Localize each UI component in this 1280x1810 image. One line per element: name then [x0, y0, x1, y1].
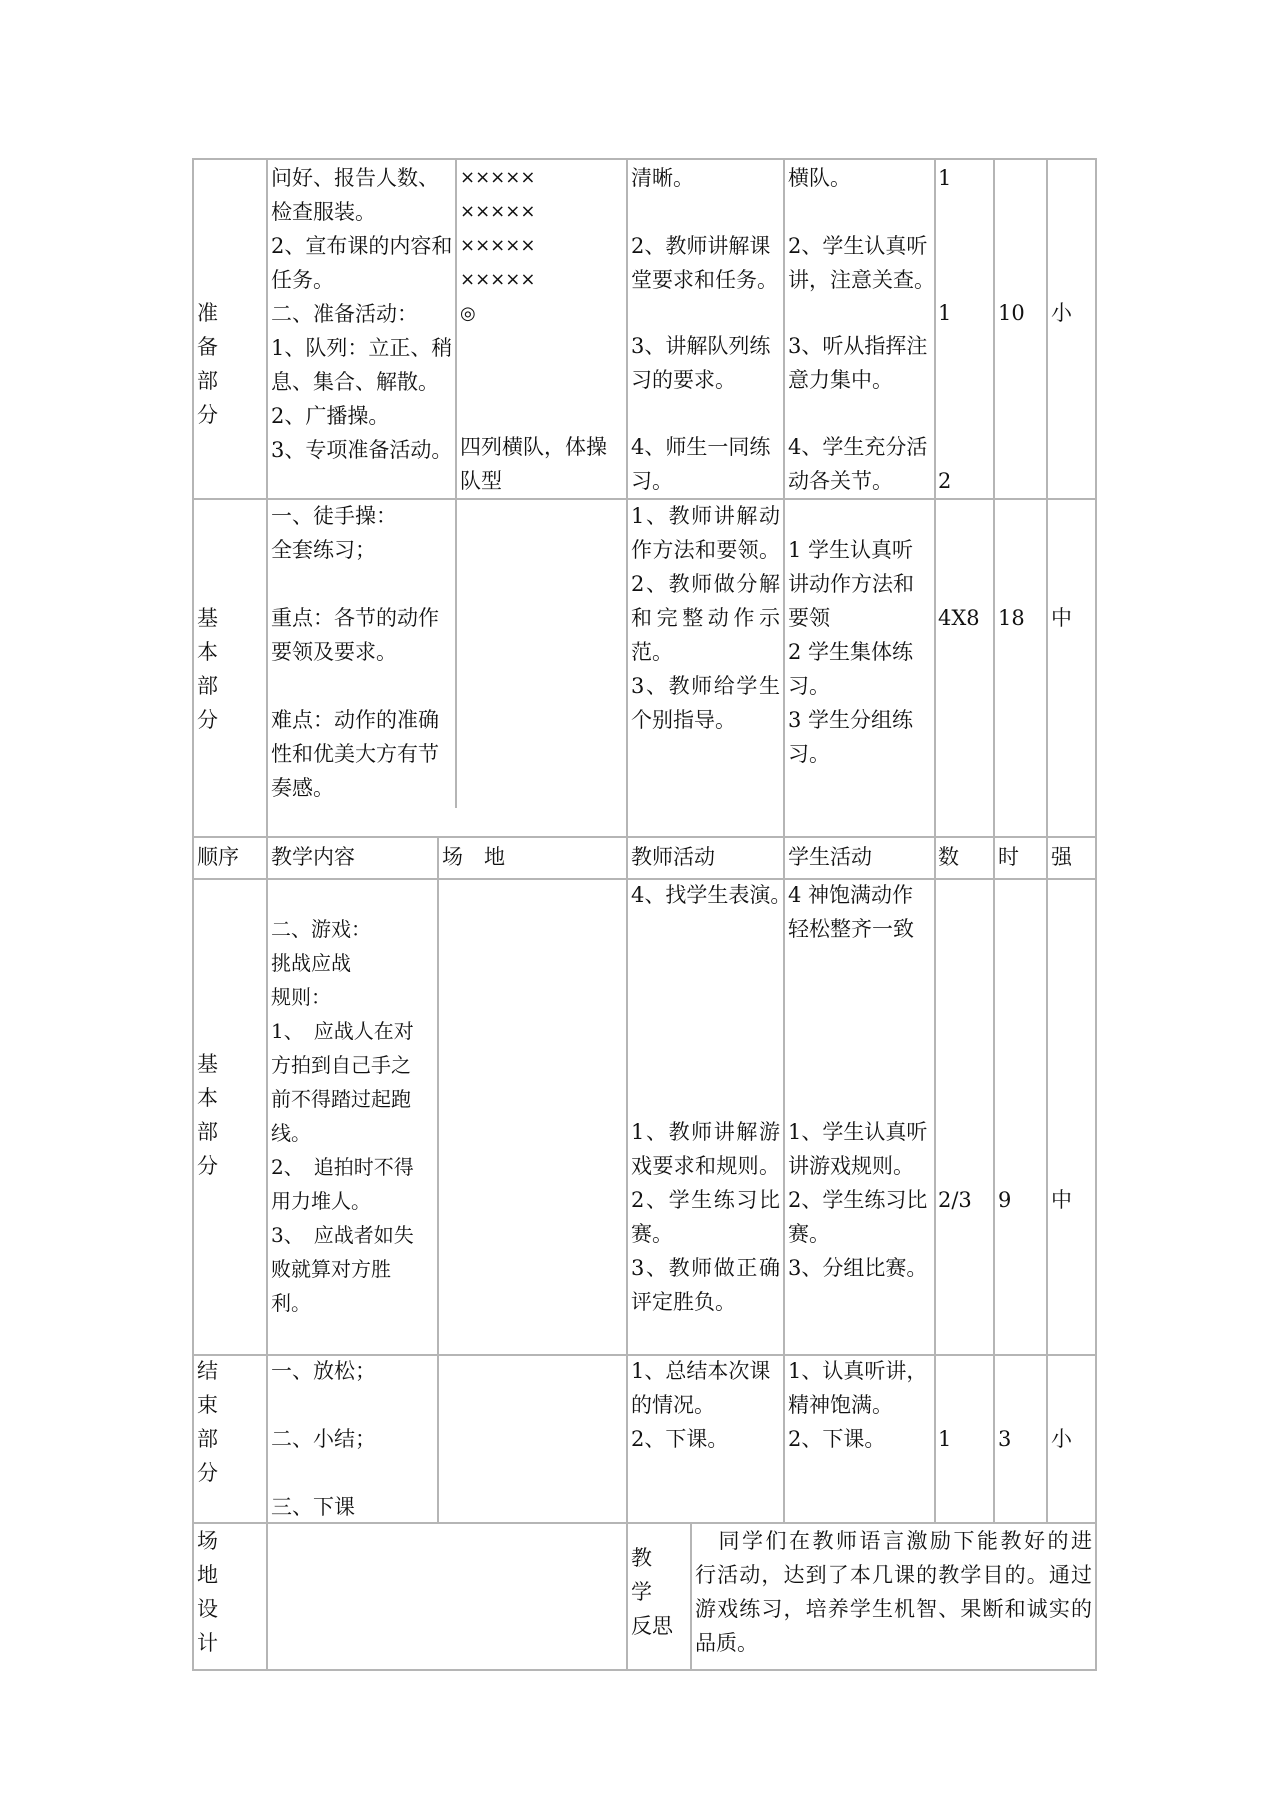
prep-content: 问好、报告人数、 检查服装。 2、宣布课的内容和 任务。 二、准备活动： 1、队列：立正、稍 息、集合、解散。 2、广播操。 3、专项准备活动。 [271, 166, 453, 462]
basic2-content: 二、游戏： 挑战应战 规则： 1、 应战人在对 方拍到自己手之 前不得踏过起跑 线。 2、 追拍时不得 用力堆人。 3、 应战者如失 败就算对方胜 利。 [271, 917, 414, 1315]
basic1-student: 1 学生认真听 讲动作方法和 要领 2 学生集体练 习。 3 学生分组练 习。 [788, 538, 914, 766]
basic2-count: 2/3 [938, 1188, 972, 1212]
column-divider [455, 158, 457, 808]
end-count: 1 [938, 1427, 952, 1451]
end-intensity: 小 [1051, 1427, 1072, 1451]
table-border-bottom [192, 1669, 1097, 1671]
section-label-basic: 基 本 部 分 [197, 606, 218, 732]
table-border-right [1095, 158, 1097, 1671]
header-intensity: 强 [1051, 845, 1072, 869]
header-content: 教学内容 [271, 845, 355, 869]
header-count: 数 [938, 845, 959, 869]
section-label-basic: 基 本 部 分 [197, 1052, 218, 1178]
prep-teacher-d: 4、师生一同练 习。 [631, 435, 771, 493]
section-label-end: 结 束 部 分 [197, 1359, 218, 1485]
prep-teacher-c: 3、讲解队列练 习的要求。 [631, 334, 771, 392]
prep-count: 2 [938, 469, 952, 493]
section-label-prep: 准 备 部 分 [197, 301, 218, 427]
header-order: 顺序 [197, 845, 239, 869]
column-divider [993, 158, 995, 1522]
basic1-teacher: 1、教师讲解动 作方法和要领。 2、教师做分解 和完整动作示 范。 3、教师给学生 个别指导。 [631, 504, 780, 732]
prep-student-d: 4、学生充分活 动各关节。 [788, 435, 928, 493]
basic2-teacher-demo: 4、找学生表演。 [631, 883, 792, 907]
end-teacher: 1、总结本次课 的情况。 2、下课。 [631, 1359, 771, 1451]
reflection-text: 同学们在教师语言激励下能教好的进 行活动，达到了本几课的教学目的。通过 游戏练习，培养学生机智、果断和诚实的 品质。 [695, 1529, 1092, 1655]
basic2-teacher: 1、教师讲解游 戏要求和规则。 2、学生练习比 赛。 3、教师做正确 评定胜负。 [631, 1120, 780, 1314]
column-divider [626, 158, 628, 1671]
venue-formation-note: 四列横队，体操 队型 [460, 435, 607, 493]
column-divider [1046, 158, 1048, 1522]
basic2-student-demo: 4 神饱满动作 轻松整齐一致 [788, 883, 914, 941]
column-divider [266, 158, 268, 1671]
prep-student-a: 横队。 [788, 166, 851, 190]
prep-student-b: 2、学生认真听 讲，注意关查。 [788, 234, 935, 292]
basic1-count: 4X8 [938, 606, 980, 630]
prep-time: 10 [998, 301, 1025, 325]
column-divider [783, 158, 785, 1522]
row-divider [192, 836, 1097, 838]
basic1-intensity: 中 [1051, 606, 1072, 630]
basic2-student: 1、学生认真听 讲游戏规则。 2、学生练习比 赛。 3、分组比赛。 [788, 1120, 928, 1280]
reflection-label: 教 学 反思 [631, 1546, 673, 1638]
basic2-intensity: 中 [1051, 1188, 1072, 1212]
venue-design-label: 场 地 设 计 [197, 1529, 218, 1655]
prep-teacher-b: 2、教师讲解课 堂要求和任务。 [631, 234, 778, 292]
prep-count: 1 [938, 166, 952, 190]
table-border-top [192, 158, 1097, 160]
header-student: 学生活动 [788, 845, 872, 869]
table-border-left [192, 158, 194, 1671]
end-student: 1、认真听讲， 精神饱满。 2、下课。 [788, 1359, 928, 1451]
end-content: 一、放松； 二、小结； 三、下课 [271, 1359, 376, 1519]
prep-intensity: 小 [1051, 301, 1072, 325]
column-divider [934, 158, 936, 1522]
prep-teacher-a: 清晰。 [631, 166, 694, 190]
prep-student-c: 3、听从指挥注 意力集中。 [788, 334, 928, 392]
basic2-time: 9 [998, 1188, 1012, 1212]
header-time: 时 [998, 845, 1019, 869]
column-divider [690, 1522, 692, 1671]
venue-formation-diagram: ××××× ××××× ××××× ××××× ◎ [460, 167, 536, 324]
header-teacher: 教师活动 [631, 845, 715, 869]
basic1-time: 18 [998, 606, 1025, 630]
basic1-content: 一、徒手操： 全套练习； 重点：各节的动作 要领及要求。 难点：动作的准确 性和优美大方有节 奏感。 [271, 504, 439, 800]
header-venue: 场 地 [442, 845, 505, 869]
prep-count: 1 [938, 301, 952, 325]
column-divider [437, 836, 439, 1522]
end-time: 3 [998, 1427, 1012, 1451]
